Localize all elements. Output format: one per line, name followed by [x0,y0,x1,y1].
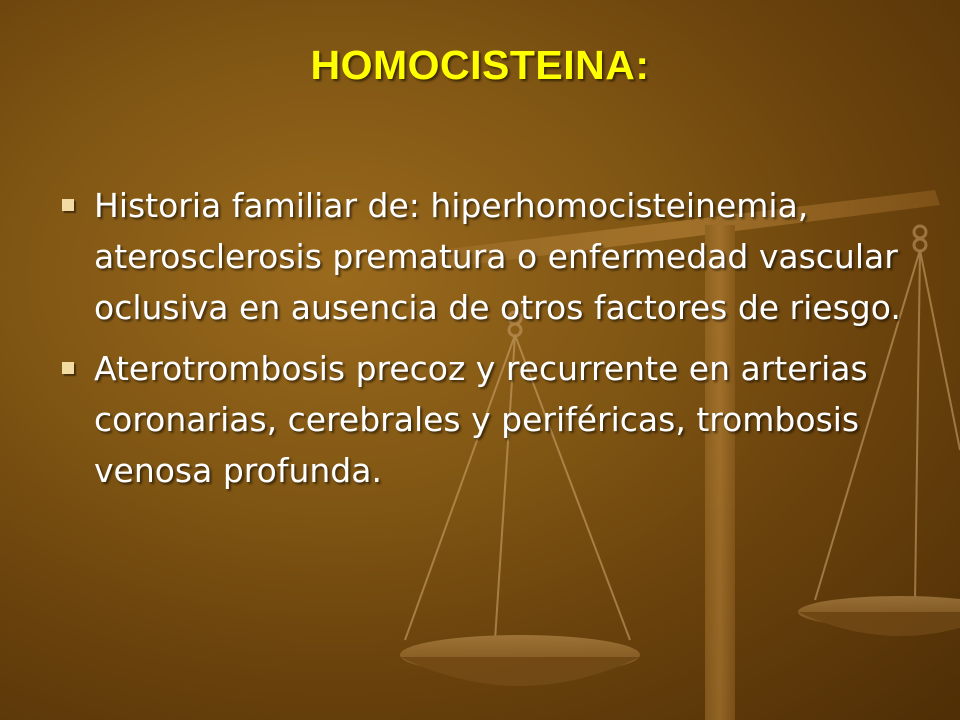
slide-title: HOMOCISTEINA: [310,42,650,88]
bullet-square-icon [62,199,74,211]
bullet-text: Aterotrombosis precoz y recurrente en arterias coronarias, cerebrales y periféricas, trombosis venosa profunda. [94,349,868,490]
bullet-square-icon [62,362,74,374]
bullet-list [58,180,938,506]
bullet-item-atherothrombosis [58,343,938,496]
bullet-text: Historia familiar de: hiperhomocisteinemia, aterosclerosis prematura o enfermedad vascular oclusiva en ausencia de otros factores de riesgo. [94,186,901,327]
bullet-item-family-history [58,180,938,333]
